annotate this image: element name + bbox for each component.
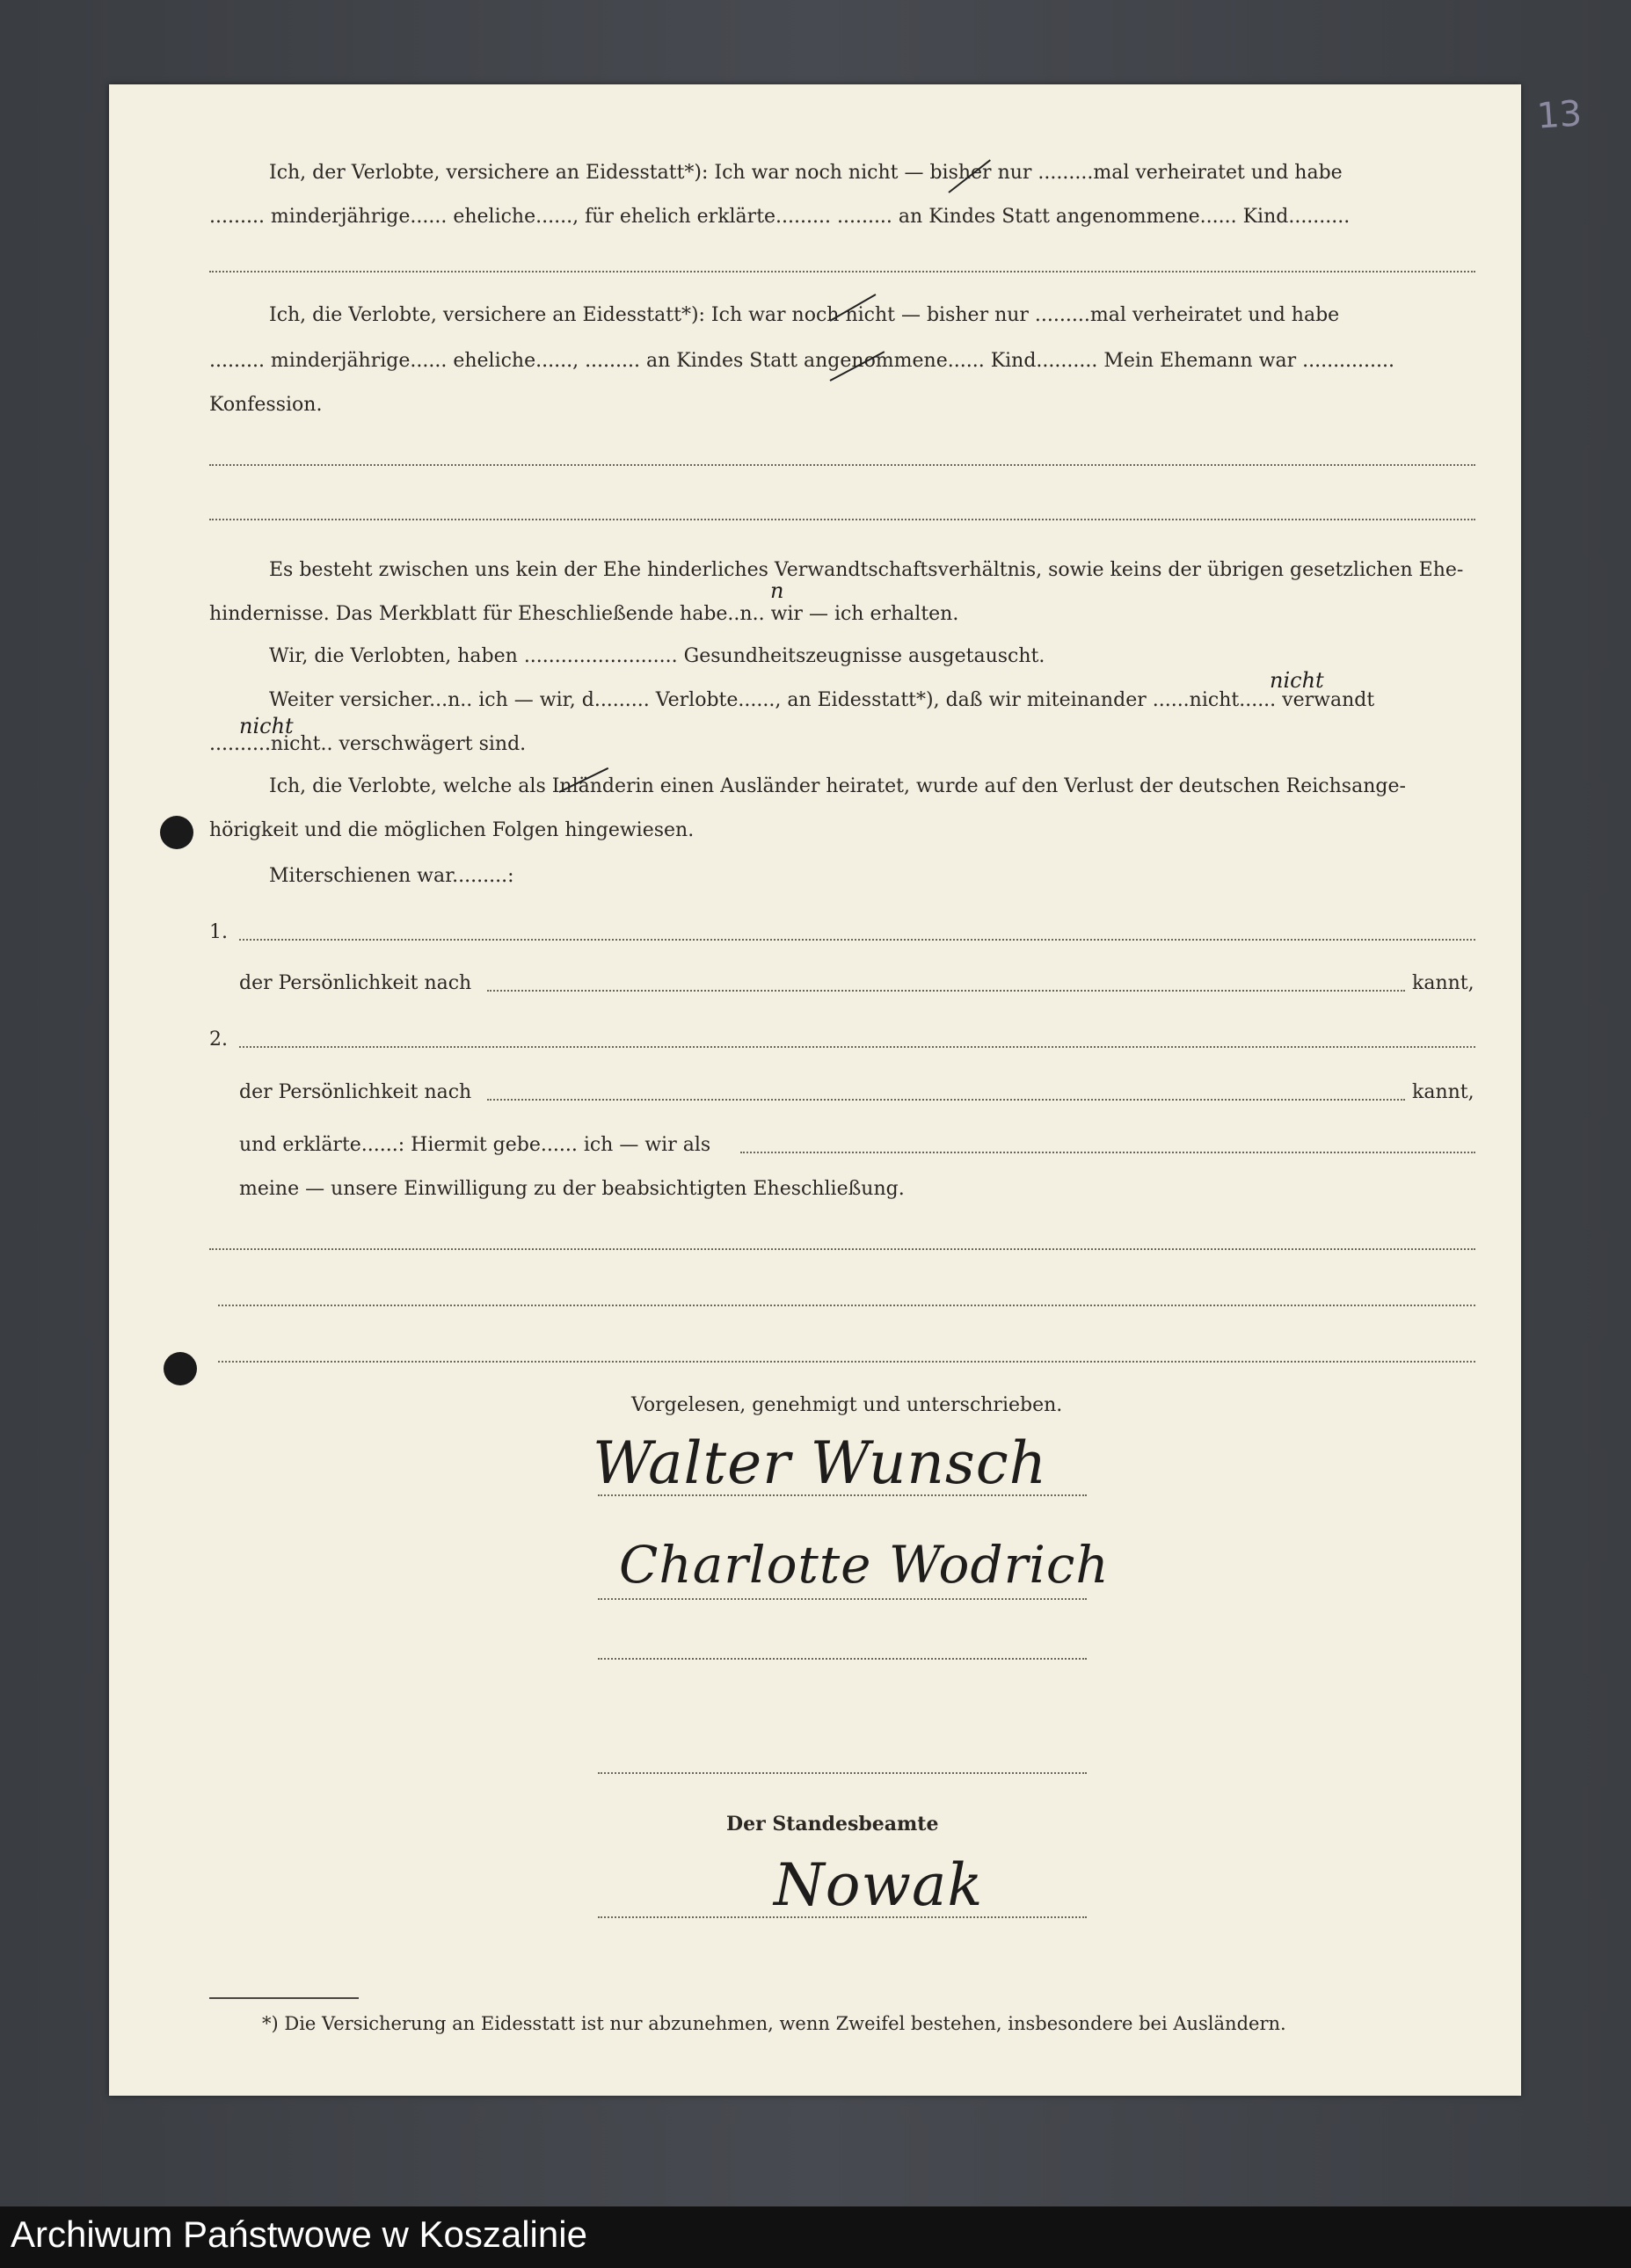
page-number: 13 [1535,93,1584,137]
handwritten-n: n [770,578,784,603]
witness-2-persona-label: der Persönlichkeit nach [239,1081,472,1103]
dotted-fill-line [209,464,1475,466]
signature-line [598,1772,1087,1774]
obstacles-line-2: hindernisse. Das Merkblatt für Eheschließende habe..n.. wir — ich erhalten. [209,603,959,625]
obstacles-line-1: Es besteht zwischen uns kein der Ehe hinderliches Verwandtschaftsverhältnis, sowie keins der übrigen gesetzlichen Ehe- [269,559,1464,581]
dotted-fill-line [239,939,1475,941]
handwritten-nicht-1: nicht [1270,668,1324,693]
groom-declaration-line-2: ......... minderjährige...... eheliche......, für ehelich erklärte......... ......... an Kindes Statt angenommene...... Kind.......... [209,206,1351,228]
archive-footer [0,2206,1631,2268]
health-certificates-line: Wir, die Verlobten, haben ......................... Gesundheitszeugnisse ausgetauscht. [269,645,1045,667]
relation-line-2: ..........nicht.. verschwägert sind. [209,733,527,755]
witness-1-number: 1. [209,921,228,943]
witness-1-kannt: kannt, [1412,972,1474,994]
archive-name: Archiwum Państwowe w Koszalinie [11,2213,587,2255]
dotted-fill-line [487,990,1405,992]
witness-2-kannt: kannt, [1412,1081,1474,1103]
dotted-fill-line [209,271,1475,273]
signature-line [598,1598,1087,1600]
registrar-label: Der Standesbeamte [726,1813,939,1835]
consent-line: meine — unsere Einwilligung zu der beabsichtigten Eheschließung. [239,1178,905,1200]
punch-hole [160,816,193,849]
signature-line [598,1916,1087,1918]
registrar-signature: Nowak [774,1851,984,1919]
bride-declaration-line-2: ......... minderjährige...... eheliche......, ......... an Kindes Statt angenommene...... Kind.......... Mein Ehemann war ............... [209,350,1394,372]
foreigner-line-1: Ich, die Verlobte, welche als Inländerin einen Ausländer heiratet, wurde auf den Verlust der deutschen Reichsange- [269,775,1406,797]
dotted-fill-line [239,1046,1475,1048]
footnote-text: *) Die Versicherung an Eidesstatt ist nur abzunehmen, wenn Zweifel bestehen, insbesondere bei Ausländern. [262,2013,1286,2034]
relation-line-1: Weiter versicher...n.. ich — wir, d......... Verlobte......, an Eidesstatt*), daß wir miteinander ......nicht...... verwandt [269,689,1375,711]
handwritten-nicht-2: nicht [239,714,294,738]
foreigner-line-2: hörigkeit und die möglichen Folgen hingewiesen. [209,819,695,841]
bride-declaration-line-3: Konfession. [209,394,323,416]
groom-signature: Walter Wunsch [593,1429,1048,1497]
dotted-fill-line [218,1361,1475,1363]
footnote-rule [209,1997,359,1999]
declare-line: und erklärte......: Hiermit gebe...... ich — wir als [239,1134,711,1156]
witness-intro: Miterschienen war.........: [269,865,514,887]
bride-signature: Charlotte Wodrich [619,1535,1110,1595]
witness-1-persona-label: der Persönlichkeit nach [239,972,472,994]
witness-2-number: 2. [209,1029,228,1050]
punch-hole [164,1352,197,1385]
bride-declaration-line-1: Ich, die Verlobte, versichere an Eidesstatt*): Ich war noch nicht — bisher nur .........mal verheiratet und habe [269,304,1340,326]
dotted-fill-line [218,1305,1475,1306]
signature-line [598,1658,1087,1660]
dotted-fill-line [209,1248,1475,1250]
dotted-fill-line [487,1099,1405,1101]
dotted-fill-line [209,519,1475,520]
document-page [109,84,1584,2096]
dotted-fill-line [740,1152,1475,1153]
read-approved-label: Vorgelesen, genehmigt und unterschrieben. [631,1394,1063,1416]
groom-declaration-line-1: Ich, der Verlobte, versichere an Eidesstatt*): Ich war noch nicht — bisher nur .........mal verheiratet und habe [269,162,1343,184]
signature-line [598,1494,1087,1496]
